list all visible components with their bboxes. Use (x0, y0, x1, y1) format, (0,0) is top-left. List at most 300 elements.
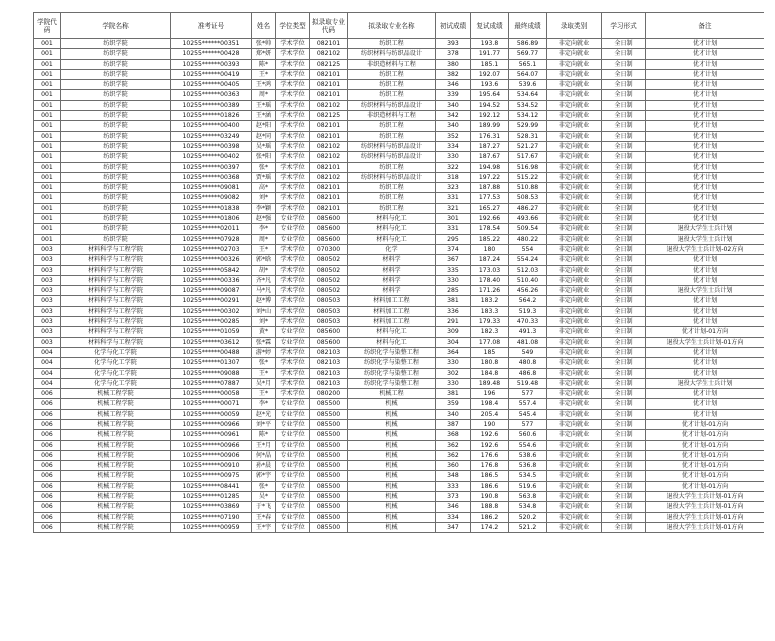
table-row (34, 59, 765, 69)
cell-final-score: 515.22 (509, 172, 547, 182)
cell-admission-category: 非定向就业 (547, 461, 602, 471)
cell-college-name: 纺织学院 (61, 141, 171, 151)
cell-degree-type: 专业学位 (276, 214, 310, 224)
cell-initial-score: 382 (436, 69, 471, 79)
cell-exam-number: 10255******00405 (171, 80, 252, 90)
cell-college-name: 机械工程学院 (61, 399, 171, 409)
cell-name: 孙*晨 (252, 461, 276, 471)
cell-final-score: 470.33 (509, 317, 547, 327)
table-row (34, 265, 765, 275)
cell-major-code: 082103 (310, 368, 348, 378)
cell-major-code: 085600 (310, 234, 348, 244)
table-row (34, 399, 765, 409)
cell-exam-number: 10255******01806 (171, 214, 252, 224)
cell-major-name: 材料加工工程 (348, 296, 436, 306)
cell-final-score: 554 (509, 244, 547, 254)
table-row (34, 512, 765, 522)
table-row (34, 368, 765, 378)
cell-major-name: 纺织材料与纺织品设计 (348, 100, 436, 110)
table-row (34, 183, 765, 193)
cell-exam-number: 10255******00906 (171, 450, 252, 460)
cell-major-name: 机械 (348, 440, 436, 450)
cell-degree-type: 学术学位 (276, 183, 310, 193)
cell-name: 赵*博 (252, 296, 276, 306)
cell-retest-score: 174.2 (471, 522, 509, 532)
cell-college-code: 006 (34, 440, 61, 450)
cell-final-score: 519.6 (509, 481, 547, 491)
table-row (34, 522, 765, 532)
cell-major-code: 082101 (310, 69, 348, 79)
cell-study-mode: 全日制 (602, 358, 646, 368)
cell-exam-number: 10255******02703 (171, 244, 252, 254)
cell-name: 刘* (252, 193, 276, 203)
table-row (34, 389, 765, 399)
cell-retest-score: 180 (471, 244, 509, 254)
cell-major-name: 化学 (348, 244, 436, 254)
table-row (34, 152, 765, 162)
cell-major-name: 纺织工程 (348, 193, 436, 203)
cell-remark: 优才计划-01方向 (646, 327, 765, 337)
cell-retest-score: 192.07 (471, 69, 509, 79)
cell-remark: 退役大学生士兵计划 (646, 378, 765, 388)
table-row (34, 419, 765, 429)
cell-remark: 优才计划-01方向 (646, 450, 765, 460)
cell-name: 王* (252, 368, 276, 378)
cell-major-name: 机械 (348, 522, 436, 532)
cell-college-code: 006 (34, 419, 61, 429)
cell-final-score: 510.88 (509, 183, 547, 193)
cell-college-name: 纺织学院 (61, 131, 171, 141)
cell-final-score: 520.2 (509, 512, 547, 522)
cell-degree-type: 专业学位 (276, 327, 310, 337)
cell-major-code: 082102 (310, 141, 348, 151)
cell-major-name: 材料与化工 (348, 224, 436, 234)
cell-degree-type: 学术学位 (276, 121, 310, 131)
table-row (34, 306, 765, 316)
cell-remark: 优才计划-01方向 (646, 419, 765, 429)
cell-exam-number: 10255******01838 (171, 203, 252, 213)
cell-retest-score: 185 (471, 347, 509, 357)
cell-retest-score: 194.52 (471, 100, 509, 110)
cell-degree-type: 专业学位 (276, 492, 310, 502)
cell-college-code: 001 (34, 111, 61, 121)
cell-remark: 退役大学生士兵计划-01方向 (646, 512, 765, 522)
cell-exam-number: 10255******00402 (171, 152, 252, 162)
cell-initial-score: 339 (436, 90, 471, 100)
cell-retest-score: 187.67 (471, 152, 509, 162)
cell-major-name: 材料加工工程 (348, 317, 436, 327)
cell-exam-number: 10255******00363 (171, 90, 252, 100)
cell-major-code: 085500 (310, 492, 348, 502)
cell-initial-score: 342 (436, 111, 471, 121)
cell-major-code: 082125 (310, 59, 348, 69)
cell-name: 王*月 (252, 440, 276, 450)
table-row (34, 203, 765, 213)
table-row (34, 317, 765, 327)
table-row (34, 244, 765, 254)
cell-exam-number: 10255******00910 (171, 461, 252, 471)
cell-exam-number: 10255******03249 (171, 131, 252, 141)
cell-retest-score: 187.24 (471, 255, 509, 265)
cell-name: 高* (252, 183, 276, 193)
cell-admission-category: 非定向就业 (547, 522, 602, 532)
cell-final-score: 517.67 (509, 152, 547, 162)
cell-initial-score: 393 (436, 39, 471, 49)
cell-retest-score: 192.66 (471, 214, 509, 224)
cell-major-code: 082101 (310, 183, 348, 193)
cell-college-code: 003 (34, 265, 61, 275)
cell-initial-score: 340 (436, 409, 471, 419)
cell-study-mode: 全日制 (602, 234, 646, 244)
cell-final-score: 512.03 (509, 265, 547, 275)
cell-degree-type: 专业学位 (276, 419, 310, 429)
table-row (34, 80, 765, 90)
cell-study-mode: 全日制 (602, 317, 646, 327)
cell-retest-score: 186.2 (471, 512, 509, 522)
cell-initial-score: 302 (436, 368, 471, 378)
cell-college-name: 纺织学院 (61, 162, 171, 172)
cell-remark: 退役大学生士兵计划 (646, 234, 765, 244)
cell-degree-type: 专业学位 (276, 430, 310, 440)
cell-name: 郭*宇 (252, 471, 276, 481)
cell-major-name: 纺织工程 (348, 69, 436, 79)
cell-exam-number: 10255******00488 (171, 347, 252, 357)
cell-retest-score: 191.77 (471, 49, 509, 59)
cell-admission-category: 非定向就业 (547, 100, 602, 110)
cell-study-mode: 全日制 (602, 244, 646, 254)
cell-final-score: 564.2 (509, 296, 547, 306)
cell-major-name: 机械 (348, 492, 436, 502)
cell-remark: 优才计划 (646, 265, 765, 275)
cell-name: 郑*妍 (252, 49, 276, 59)
cell-name: 于*飞 (252, 502, 276, 512)
cell-study-mode: 全日制 (602, 399, 646, 409)
cell-major-name: 材料学 (348, 275, 436, 285)
header-initial-score: 初试成绩 (436, 13, 471, 39)
cell-name: 李* (252, 399, 276, 409)
cell-college-name: 材料科学与工程学院 (61, 275, 171, 285)
cell-admission-category: 非定向就业 (547, 131, 602, 141)
header-major-name: 拟录取专业名称 (348, 13, 436, 39)
cell-degree-type: 学术学位 (276, 306, 310, 316)
cell-admission-category: 非定向就业 (547, 193, 602, 203)
cell-study-mode: 全日制 (602, 214, 646, 224)
table-row (34, 121, 765, 131)
cell-college-code: 003 (34, 327, 61, 337)
cell-college-name: 纺织学院 (61, 183, 171, 193)
cell-college-code: 003 (34, 337, 61, 347)
cell-study-mode: 全日制 (602, 193, 646, 203)
cell-major-name: 机械 (348, 481, 436, 491)
cell-study-mode: 全日制 (602, 522, 646, 532)
cell-admission-category: 非定向就业 (547, 409, 602, 419)
cell-initial-score: 368 (436, 430, 471, 440)
cell-admission-category: 非定向就业 (547, 317, 602, 327)
cell-retest-score: 171.26 (471, 286, 509, 296)
cell-major-code: 080502 (310, 255, 348, 265)
cell-final-score: 509.54 (509, 224, 547, 234)
cell-retest-score: 176.6 (471, 450, 509, 460)
table-row (34, 49, 765, 59)
cell-study-mode: 全日制 (602, 419, 646, 429)
cell-degree-type: 学术学位 (276, 203, 310, 213)
cell-remark: 优才计划 (646, 39, 765, 49)
cell-admission-category: 非定向就业 (547, 306, 602, 316)
cell-remark: 优才计划-01方向 (646, 481, 765, 491)
cell-retest-score: 187.27 (471, 141, 509, 151)
cell-major-name: 纺织工程 (348, 121, 436, 131)
header-study-mode: 学习形式 (602, 13, 646, 39)
cell-college-code: 004 (34, 378, 61, 388)
cell-study-mode: 全日制 (602, 502, 646, 512)
cell-degree-type: 学术学位 (276, 131, 310, 141)
cell-degree-type: 专业学位 (276, 234, 310, 244)
cell-final-score: 516.98 (509, 162, 547, 172)
cell-initial-score: 380 (436, 59, 471, 69)
cell-name: 马*凡 (252, 286, 276, 296)
table-row (34, 111, 765, 121)
cell-study-mode: 全日制 (602, 49, 646, 59)
cell-name: 张* (252, 481, 276, 491)
cell-initial-score: 330 (436, 378, 471, 388)
cell-degree-type: 学术学位 (276, 59, 310, 69)
cell-remark: 优才计划 (646, 296, 765, 306)
cell-major-name: 机械 (348, 430, 436, 440)
cell-name: 赵*同 (252, 131, 276, 141)
cell-remark: 优才计划 (646, 111, 765, 121)
cell-exam-number: 10255******00326 (171, 255, 252, 265)
cell-name: 黄* (252, 327, 276, 337)
cell-major-name: 纺织材料与纺织品设计 (348, 152, 436, 162)
cell-remark: 优才计划 (646, 347, 765, 357)
cell-major-code: 082103 (310, 358, 348, 368)
cell-major-code: 082125 (310, 111, 348, 121)
cell-initial-score: 374 (436, 244, 471, 254)
cell-name: 刘* (252, 317, 276, 327)
cell-initial-score: 336 (436, 306, 471, 316)
cell-remark: 优才计划 (646, 121, 765, 131)
cell-college-code: 006 (34, 522, 61, 532)
cell-college-code: 004 (34, 368, 61, 378)
cell-final-score: 539.6 (509, 80, 547, 90)
cell-exam-number: 10255******07928 (171, 234, 252, 244)
cell-degree-type: 学术学位 (276, 265, 310, 275)
cell-college-name: 机械工程学院 (61, 512, 171, 522)
cell-major-code: 082103 (310, 378, 348, 388)
cell-retest-score: 165.27 (471, 203, 509, 213)
cell-retest-score: 189.99 (471, 121, 509, 131)
cell-exam-number: 10255******00966 (171, 440, 252, 450)
cell-degree-type: 学术学位 (276, 193, 310, 203)
cell-name: 周* (252, 90, 276, 100)
cell-study-mode: 全日制 (602, 450, 646, 460)
cell-admission-category: 非定向就业 (547, 234, 602, 244)
cell-degree-type: 专业学位 (276, 409, 310, 419)
cell-name: 王*鸿 (252, 80, 276, 90)
table-row (34, 409, 765, 419)
cell-final-score: 510.40 (509, 275, 547, 285)
cell-study-mode: 全日制 (602, 368, 646, 378)
cell-major-code: 085500 (310, 419, 348, 429)
cell-college-code: 003 (34, 255, 61, 265)
cell-initial-score: 347 (436, 522, 471, 532)
cell-admission-category: 非定向就业 (547, 481, 602, 491)
cell-college-code: 006 (34, 502, 61, 512)
cell-college-code: 001 (34, 203, 61, 213)
cell-admission-category: 非定向就业 (547, 183, 602, 193)
cell-name: 何*晶 (252, 450, 276, 460)
cell-admission-category: 非定向就业 (547, 244, 602, 254)
cell-retest-score: 190 (471, 419, 509, 429)
cell-admission-category: 非定向就业 (547, 358, 602, 368)
table-row (34, 502, 765, 512)
cell-remark: 优才计划 (646, 183, 765, 193)
cell-retest-score: 184.8 (471, 368, 509, 378)
cell-initial-score: 291 (436, 317, 471, 327)
table-row (34, 440, 765, 450)
cell-college-name: 纺织学院 (61, 100, 171, 110)
cell-exam-number: 10255******00058 (171, 389, 252, 399)
cell-degree-type: 学术学位 (276, 296, 310, 306)
cell-college-code: 001 (34, 162, 61, 172)
cell-remark: 优才计划 (646, 389, 765, 399)
cell-final-score: 519.3 (509, 306, 547, 316)
table-row (34, 450, 765, 460)
cell-college-name: 纺织学院 (61, 193, 171, 203)
cell-remark: 优才计划 (646, 399, 765, 409)
cell-final-score: 536.8 (509, 461, 547, 471)
cell-study-mode: 全日制 (602, 39, 646, 49)
cell-college-name: 机械工程学院 (61, 481, 171, 491)
cell-final-score: 480.8 (509, 358, 547, 368)
header-admission-category: 录取类别 (547, 13, 602, 39)
cell-degree-type: 专业学位 (276, 440, 310, 450)
cell-study-mode: 全日制 (602, 131, 646, 141)
cell-name: 陈* (252, 430, 276, 440)
cell-degree-type: 专业学位 (276, 399, 310, 409)
cell-degree-type: 学术学位 (276, 69, 310, 79)
cell-major-name: 非织造材料与工程 (348, 111, 436, 121)
cell-admission-category: 非定向就业 (547, 111, 602, 121)
cell-exam-number: 10255******00302 (171, 306, 252, 316)
cell-retest-score: 178.40 (471, 275, 509, 285)
cell-final-score: 534.12 (509, 111, 547, 121)
cell-admission-category: 非定向就业 (547, 59, 602, 69)
cell-major-name: 纺织材料与纺织品设计 (348, 141, 436, 151)
admission-list-sheet (33, 12, 764, 641)
cell-admission-category: 非定向就业 (547, 69, 602, 79)
cell-remark: 优才计划 (646, 193, 765, 203)
cell-name: 王* (252, 389, 276, 399)
header-major-code: 拟录取专业代码 (310, 13, 348, 39)
table-row (34, 255, 765, 265)
table-row (34, 214, 765, 224)
cell-college-name: 机械工程学院 (61, 450, 171, 460)
cell-degree-type: 学术学位 (276, 39, 310, 49)
cell-major-code: 080502 (310, 275, 348, 285)
cell-major-name: 材料学 (348, 255, 436, 265)
cell-college-name: 纺织学院 (61, 152, 171, 162)
cell-name: 王* (252, 69, 276, 79)
cell-admission-category: 非定向就业 (547, 162, 602, 172)
cell-retest-score: 195.64 (471, 90, 509, 100)
cell-initial-score: 340 (436, 121, 471, 131)
cell-exam-number: 10255******09088 (171, 368, 252, 378)
cell-name: 刘*山 (252, 306, 276, 316)
cell-exam-number: 10255******00285 (171, 317, 252, 327)
table-row (34, 224, 765, 234)
cell-admission-category: 非定向就业 (547, 265, 602, 275)
cell-name: 齐*凡 (252, 275, 276, 285)
cell-degree-type: 专业学位 (276, 502, 310, 512)
cell-major-code: 070300 (310, 244, 348, 254)
cell-admission-category: 非定向就业 (547, 347, 602, 357)
cell-study-mode: 全日制 (602, 512, 646, 522)
table-row (34, 347, 765, 357)
table-row (34, 131, 765, 141)
cell-name: 张* (252, 162, 276, 172)
cell-study-mode: 全日制 (602, 286, 646, 296)
header-degree-type: 学位类型 (276, 13, 310, 39)
cell-remark: 优才计划 (646, 162, 765, 172)
cell-major-code: 082101 (310, 90, 348, 100)
cell-college-name: 纺织学院 (61, 234, 171, 244)
cell-exam-number: 10255******01826 (171, 111, 252, 121)
header-exam-number: 准考证号 (171, 13, 252, 39)
cell-admission-category: 非定向就业 (547, 419, 602, 429)
cell-initial-score: 381 (436, 389, 471, 399)
cell-exam-number: 10255******09081 (171, 183, 252, 193)
cell-major-code: 082101 (310, 193, 348, 203)
table-row (34, 327, 765, 337)
cell-admission-category: 非定向就业 (547, 327, 602, 337)
cell-college-name: 纺织学院 (61, 90, 171, 100)
cell-exam-number: 10255******03869 (171, 502, 252, 512)
cell-exam-number: 10255******00389 (171, 100, 252, 110)
cell-name: 陈* (252, 59, 276, 69)
cell-college-name: 纺织学院 (61, 111, 171, 121)
cell-initial-score: 323 (436, 183, 471, 193)
cell-admission-category: 非定向就业 (547, 121, 602, 131)
cell-remark: 优才计划 (646, 152, 765, 162)
cell-name: 周* (252, 234, 276, 244)
cell-degree-type: 专业学位 (276, 522, 310, 532)
cell-college-code: 001 (34, 224, 61, 234)
cell-name: 吴*瑶 (252, 141, 276, 151)
cell-major-code: 085500 (310, 522, 348, 532)
header-college-name: 学院名称 (61, 13, 171, 39)
cell-remark: 优才计划 (646, 409, 765, 419)
cell-college-code: 006 (34, 481, 61, 491)
cell-college-name: 化学与化工学院 (61, 368, 171, 378)
cell-exam-number: 10255******00393 (171, 59, 252, 69)
cell-remark: 优才计划 (646, 214, 765, 224)
cell-college-code: 001 (34, 39, 61, 49)
cell-final-score: 521.2 (509, 522, 547, 532)
cell-major-code: 085600 (310, 327, 348, 337)
header-retest-score: 复试成绩 (471, 13, 509, 39)
cell-study-mode: 全日制 (602, 275, 646, 285)
cell-initial-score: 381 (436, 296, 471, 306)
cell-college-name: 机械工程学院 (61, 461, 171, 471)
cell-college-code: 004 (34, 358, 61, 368)
cell-initial-score: 285 (436, 286, 471, 296)
cell-college-code: 003 (34, 317, 61, 327)
cell-college-code: 006 (34, 461, 61, 471)
cell-name: 王*涵 (252, 111, 276, 121)
cell-degree-type: 学术学位 (276, 347, 310, 357)
cell-major-code: 085500 (310, 440, 348, 450)
